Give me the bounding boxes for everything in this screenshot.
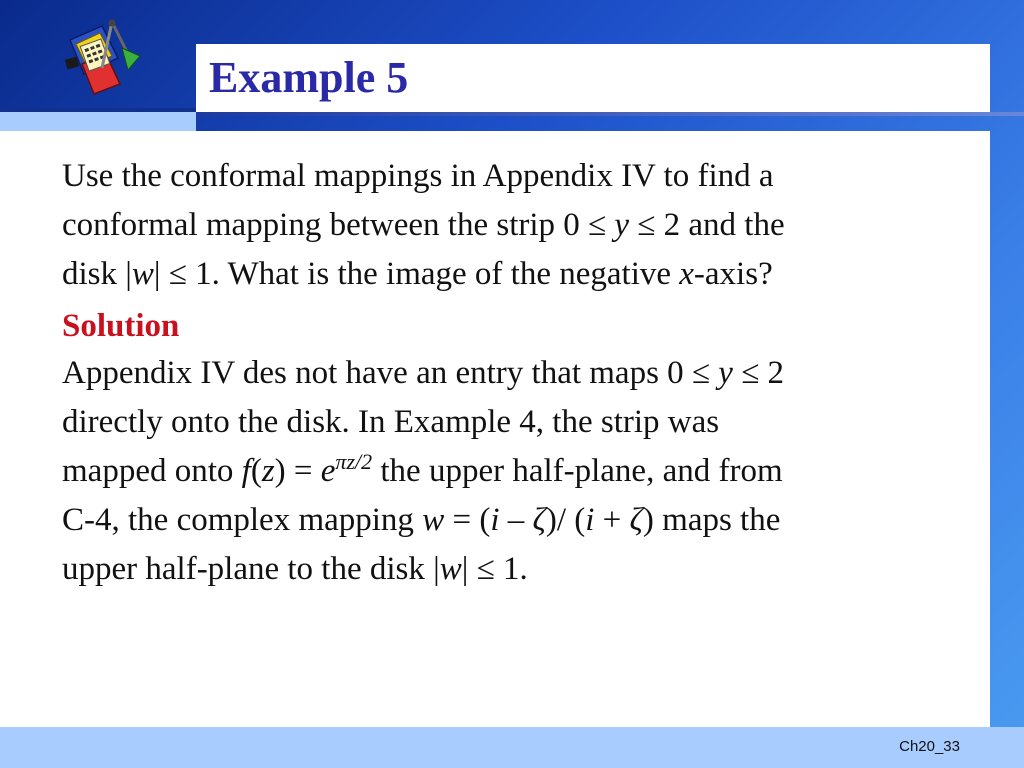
plus-sign: +	[594, 502, 630, 538]
solution-heading: Solution	[62, 308, 180, 344]
problem-line-1: Use the conformal mappings in Appendix IV to find a	[62, 158, 774, 194]
solution-line-2: directly onto the disk. In Example 4, the strip was	[62, 404, 720, 440]
imaginary-i: i	[585, 502, 595, 538]
equals-paren: = (	[444, 502, 491, 538]
divide-paren: )/ (	[545, 502, 586, 538]
variable-y: y	[718, 355, 733, 391]
problem-line-2-text: conformal mapping between the strip 0 ≤	[62, 207, 615, 243]
slide-title: Example 5	[209, 53, 409, 102]
solution-line-1: Appendix IV des not have an entry that maps 0 ≤	[62, 355, 719, 391]
imaginary-i: i	[490, 502, 500, 538]
minus-sign: –	[499, 502, 533, 538]
variable-w: w	[439, 551, 462, 587]
solution-line-5-end: | ≤ 1.	[461, 551, 528, 587]
problem-line-3-text: disk |	[62, 256, 132, 292]
solution-line-3-end: the upper half-plane, and from	[372, 453, 783, 489]
exponential-e: e	[320, 453, 336, 489]
solution-line-4: C-4, the complex mapping	[62, 502, 423, 538]
problem-statement	[62, 152, 962, 299]
variable-z: z	[261, 453, 275, 489]
equals-sign: ) =	[274, 453, 321, 489]
title-underline	[196, 112, 1024, 116]
solution-line-4-end: ) maps the	[642, 502, 781, 538]
solution-text	[62, 349, 962, 594]
header-divider-light	[0, 112, 196, 131]
variable-zeta: ζ	[532, 502, 546, 538]
variable-y: y	[614, 207, 630, 243]
exponent: πz/2	[335, 449, 373, 474]
problem-line-3-mid: | ≤ 1. What is the image of the negative	[153, 256, 680, 292]
variable-x: x	[679, 256, 694, 292]
variable-w: w	[422, 502, 445, 538]
math-tools-clipart-icon	[62, 18, 142, 98]
solution-line-1-end: ≤ 2	[732, 355, 785, 391]
solution-line-3: mapped onto	[62, 453, 242, 489]
problem-line-2-end: ≤ 2 and the	[629, 207, 785, 243]
slide-body	[62, 152, 962, 594]
variable-zeta: ζ	[629, 502, 643, 538]
problem-line-3-end: -axis?	[693, 256, 773, 292]
function-f: f	[241, 453, 251, 489]
footer-bar	[0, 727, 1024, 768]
slide-number: Ch20_33	[899, 738, 960, 755]
variable-w: w	[131, 256, 154, 292]
paren-open: (	[250, 453, 262, 489]
solution-line-5: upper half-plane to the disk |	[62, 551, 440, 587]
